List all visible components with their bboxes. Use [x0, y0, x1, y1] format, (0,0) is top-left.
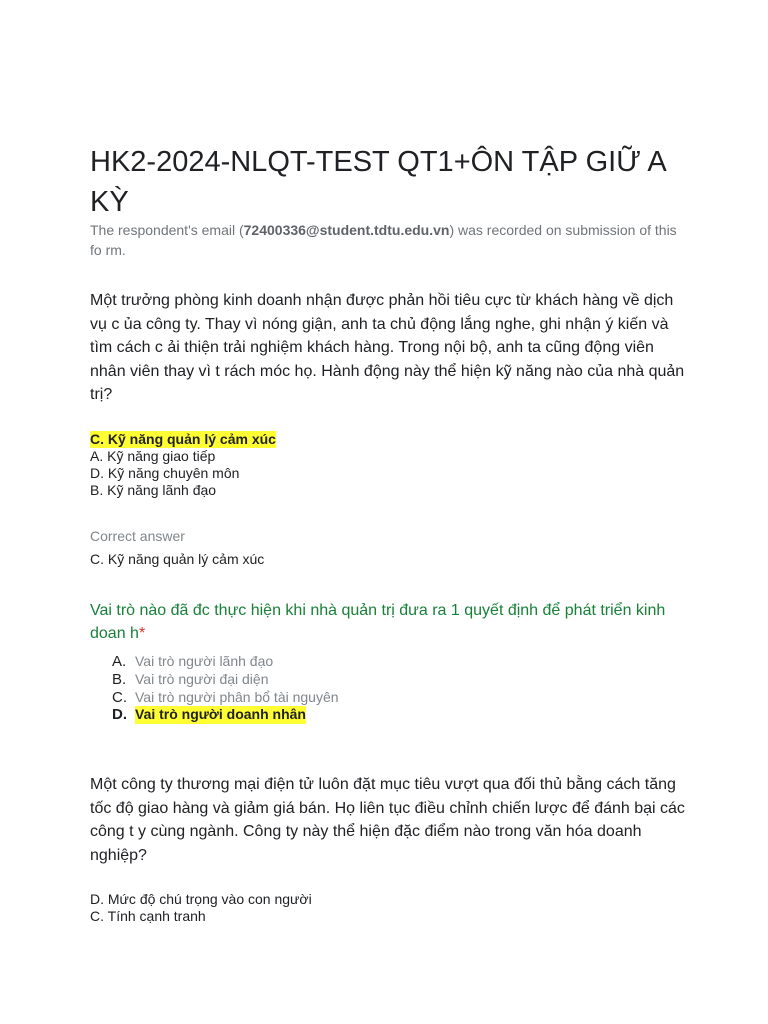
- option-letter: B.: [112, 670, 127, 688]
- question-1-option: D. Kỹ năng chuyên môn: [90, 465, 240, 481]
- option-letter: A.: [112, 653, 127, 670]
- selected-option-highlight: Vai trò người doanh nhân: [135, 706, 306, 723]
- question-1-option: A. Kỹ năng giao tiếp: [90, 448, 216, 464]
- question-1-option: B. Kỹ năng lãnh đạo: [90, 482, 217, 498]
- email-note-suffix: ) was recorded on submission of this fo rm.: [90, 222, 677, 258]
- question-2-options: [112, 653, 339, 724]
- question-2-option: [112, 689, 339, 707]
- question-3-text: Một công ty thương mại điện tử luôn đặt mục tiêu vượt qua đối thủ bằng cách tăng tốc độ giao hàng và giảm giá bán. Họ liên tục điều chỉnh chiến lược để đánh bại các công t y cùng ngành. Công ty này thể hiện đặc điểm nào trong văn hóa doanh nghiệp?: [90, 776, 685, 864]
- option-letter: D.: [112, 706, 127, 724]
- option-letter: C.: [112, 688, 127, 706]
- question-3-option: C. Tính cạnh tranh: [90, 908, 206, 924]
- correct-answer-value: C. Kỹ năng quản lý cảm xúc: [90, 551, 265, 567]
- question-2-text: [90, 599, 690, 645]
- question-1-option-selected: [90, 431, 690, 448]
- respondent-email-note: [90, 220, 690, 260]
- question-2-option: [112, 671, 339, 689]
- option-text: Vai trò người đại diện: [135, 670, 269, 687]
- form-title: HK2-2024-NLQT-TEST QT1+ÔN TẬP GIỮ A KỲ: [90, 146, 666, 218]
- question-3-option: D. Mức độ chú trọng vào con người: [90, 891, 312, 907]
- question-2-option: [112, 653, 339, 671]
- option-text: Vai trò người lãnh đạo: [135, 653, 274, 669]
- email-note-prefix: The respondent's email (: [90, 222, 244, 238]
- question-1-options: [90, 431, 690, 499]
- question-2-option-selected: [112, 706, 339, 724]
- question-1-text: Một trưởng phòng kinh doanh nhận được phản hồi tiêu cực từ khách hàng về dịch vụ c ủa công ty. Thay vì nóng giận, anh ta chủ động lắng nghe, ghi nhận ý kiến và tìm cách c ải thiện trải nghiệm khách hàng. Trong nội bộ, anh ta cũng động viên nhân viên thay vì t rách móc họ. Hành động này thể hiện kỹ năng nào của nhà quản trị?: [90, 292, 685, 403]
- required-asterisk: *: [138, 625, 146, 642]
- question-2-title: Vai trò nào đã đc thực hiện khi nhà quản trị đưa ra 1 quyết định để phát triển kinh doan h: [90, 602, 666, 642]
- selected-option-highlight: C. Kỹ năng quản lý cảm xúc: [90, 431, 276, 447]
- correct-answer-label: Correct answer: [90, 528, 185, 544]
- respondent-email: 72400336@student.tdtu.edu.vn: [243, 222, 450, 238]
- option-text: Vai trò người phân bổ tài nguyên: [135, 688, 339, 705]
- question-3-options: [90, 891, 690, 925]
